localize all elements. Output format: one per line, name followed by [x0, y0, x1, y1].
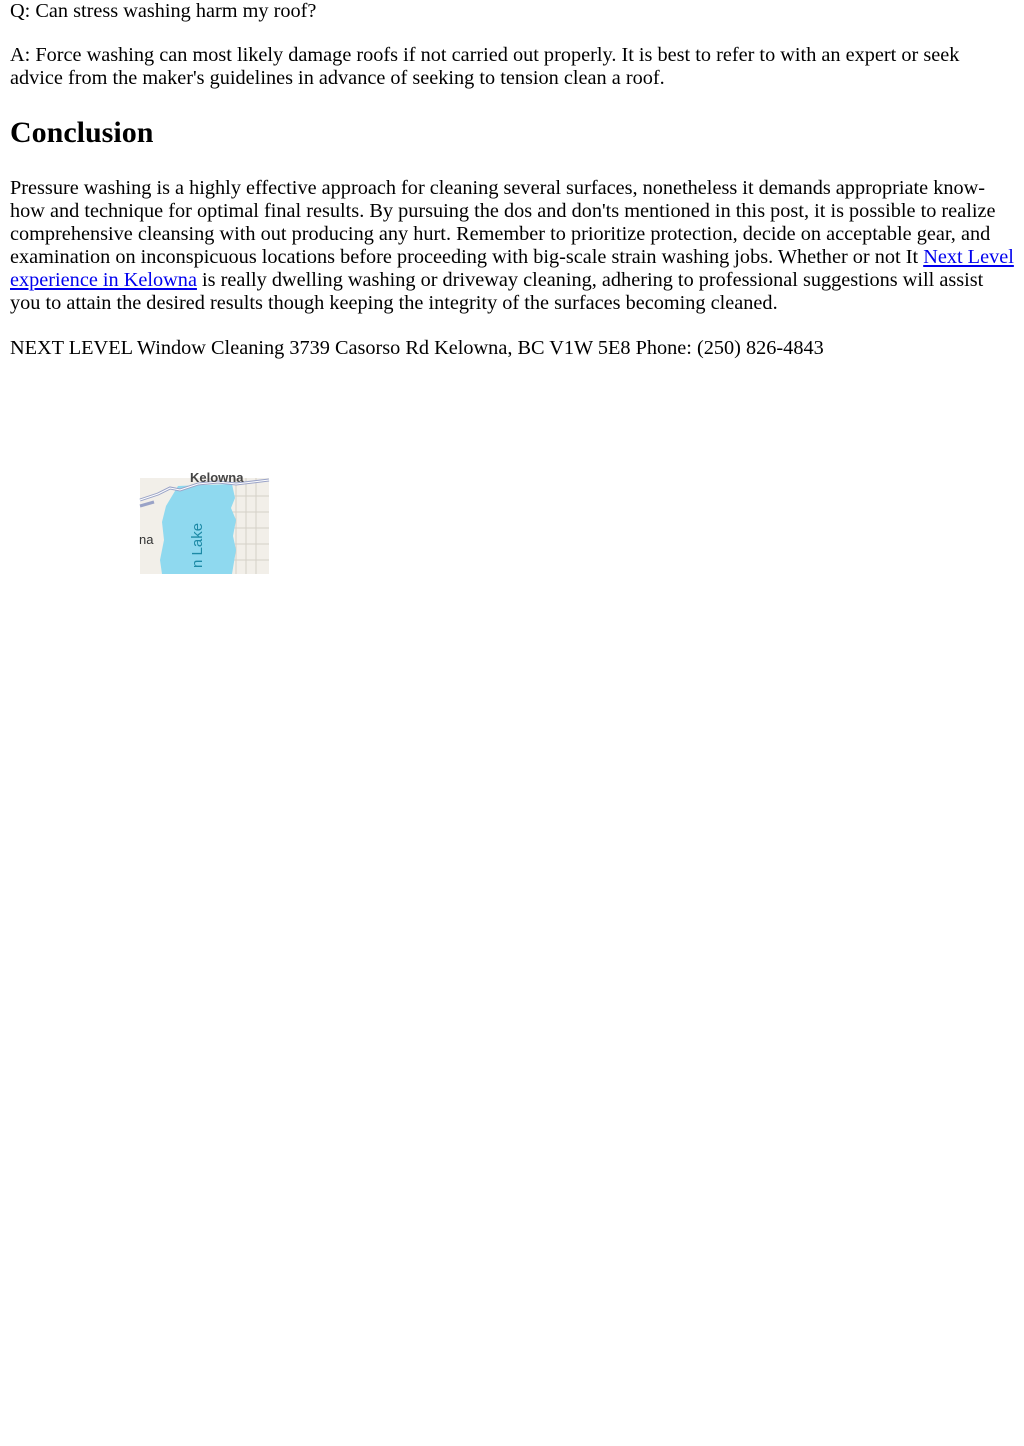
- conclusion-paragraph: [10, 177, 1016, 315]
- map-city-label: Kelowna: [190, 470, 244, 485]
- lake-label: n Lake: [189, 522, 206, 568]
- map-left-label: na: [139, 532, 154, 547]
- faq-question: Q: Can stress washing harm my roof?: [10, 0, 317, 22]
- map-graphic: [139, 470, 269, 574]
- conclusion-text-after-link: is really dwelling washing or driveway cleaning, adhering to professional suggestions will assist you to attain the desired results though keeping the integrity of the surfaces becoming cleaned.: [10, 269, 984, 314]
- map-embed[interactable]: [139, 470, 269, 574]
- business-address: NEXT LEVEL Window Cleaning 3739 Casorso Rd Kelowna, BC V1W 5E8 Phone: (250) 826-4843: [10, 337, 824, 359]
- faq-answer: A: Force washing can most likely damage roofs if not carried out properly. It is best to refer to with an expert or seek advice from the maker's guidelines in advance of seeking to tension clean a roof.: [10, 44, 960, 89]
- conclusion-heading: Conclusion: [10, 116, 154, 149]
- next-level-kelowna-link[interactable]: Next Level experience in Kelowna: [10, 246, 1014, 291]
- conclusion-text-before-link: Pressure washing is a highly effective approach for cleaning several surfaces, nonetheless it demands appropriate know-how and technique for optimal final results. By pursuing the dos and don'ts mentioned in this post, it is possible to realize comprehensive cleansing with out producing any hurt. Remember to prioritize protection, decide on acceptable gear, and examination on inconspicuous locations before proceeding with big-scale strain washing jobs. Whether or not It: [10, 177, 996, 268]
